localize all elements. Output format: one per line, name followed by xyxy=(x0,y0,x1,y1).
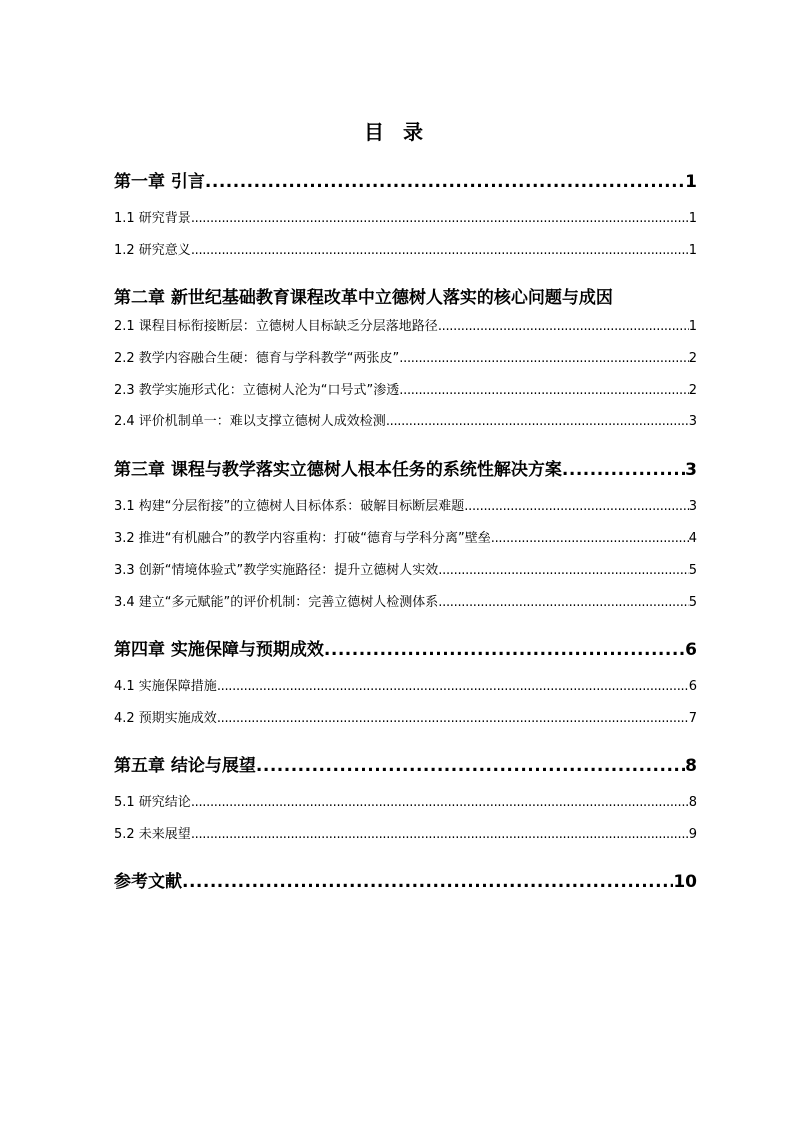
toc-entry-page: 6 xyxy=(685,640,697,660)
toc-entry-label: 参考文献 xyxy=(114,872,182,892)
toc-entry-3-1[interactable] xyxy=(114,498,697,516)
dot-leader xyxy=(217,710,689,728)
toc-entry-label: 5.2 未来展望 xyxy=(114,827,191,842)
dot-leader xyxy=(491,530,689,548)
toc-entry-4-1[interactable] xyxy=(114,678,697,696)
toc-entry-2-2[interactable] xyxy=(114,350,697,368)
toc-entry-1-1[interactable] xyxy=(114,210,697,228)
toc-entry-label: 第三章 课程与教学落实立德树人根本任务的系统性解决方案 xyxy=(114,460,562,480)
toc-entry-3-2[interactable] xyxy=(114,530,697,548)
toc-entry-4-2[interactable] xyxy=(114,710,697,728)
toc-entry-label: 4.1 实施保障措施 xyxy=(114,679,217,694)
dot-leader xyxy=(256,754,685,778)
dot-leader xyxy=(324,638,685,662)
toc-entry-page: 8 xyxy=(688,795,697,810)
dot-leader xyxy=(191,794,689,812)
toc-entry-references[interactable] xyxy=(114,870,697,894)
toc-entry-1-2[interactable] xyxy=(114,242,697,260)
dot-leader xyxy=(191,826,689,844)
toc-entry-label: 2.1 课程目标衔接断层：立德树人目标缺乏分层落地路径 xyxy=(114,319,438,334)
toc-entry-page: 5 xyxy=(688,563,697,578)
toc-entry-page: 3 xyxy=(688,414,697,429)
dot-leader xyxy=(182,870,673,894)
toc-entry-page: 9 xyxy=(688,827,697,842)
toc-entry-5-1[interactable] xyxy=(114,794,697,812)
toc-entry-page: 1 xyxy=(688,211,697,226)
dot-leader xyxy=(438,594,688,612)
toc-entry-label: 2.4 评价机制单一：难以支撑立德树人成效检测 xyxy=(114,414,386,429)
dot-leader xyxy=(438,318,689,336)
toc-entry-chapter-4[interactable] xyxy=(114,638,697,662)
toc-entry-page: 8 xyxy=(685,756,697,776)
toc-entry-page: 4 xyxy=(688,531,697,546)
toc-entry-label: 4.2 预期实施成效 xyxy=(114,711,217,726)
toc-entry-chapter-5[interactable] xyxy=(114,754,697,778)
toc-entry-2-3[interactable] xyxy=(114,382,697,400)
toc-entry-page: 1 xyxy=(688,243,697,258)
dot-leader xyxy=(217,678,689,696)
dot-leader xyxy=(399,382,688,400)
toc-entry-3-4[interactable] xyxy=(114,594,697,612)
toc-entry-page: 10 xyxy=(673,872,697,892)
toc-entry-5-2[interactable] xyxy=(114,826,697,844)
toc-entry-3-3[interactable] xyxy=(114,562,697,580)
toc-entry-2-4[interactable] xyxy=(114,413,697,431)
dot-leader xyxy=(438,562,688,580)
toc-entry-chapter-2[interactable] xyxy=(114,286,697,310)
dot-leader xyxy=(205,170,685,194)
toc-entry-label: 第一章 引言 xyxy=(114,172,205,192)
dot-leader xyxy=(464,498,688,516)
dot-leader xyxy=(386,413,689,431)
toc-entry-label: 2.3 教学实施形式化：立德树人沦为“口号式”渗透 xyxy=(114,383,400,398)
toc-entry-chapter-1[interactable] xyxy=(114,170,697,194)
toc-entry-label: 3.4 建立“多元赋能”的评价机制：完善立德树人检测体系 xyxy=(114,595,439,610)
toc-entry-label: 3.3 创新“情境体验式”教学实施路径：提升立德树人实效 xyxy=(114,563,439,578)
toc-entry-page: 2 xyxy=(688,351,697,366)
toc-entry-page: 6 xyxy=(688,679,697,694)
dot-leader xyxy=(562,458,685,482)
toc-entry-label: 第二章 新世纪基础教育课程改革中立德树人落实的核心问题与成因 xyxy=(114,288,613,308)
toc-entry-page: 2 xyxy=(688,383,697,398)
toc-entry-page: 1 xyxy=(685,172,697,192)
toc-entry-2-1[interactable] xyxy=(114,318,697,336)
toc-entry-label: 第五章 结论与展望 xyxy=(114,756,256,776)
toc-entry-label: 5.1 研究结论 xyxy=(114,795,191,810)
toc-entry-label: 3.1 构建“分层衔接”的立德树人目标体系：破解目标断层难题 xyxy=(114,499,465,514)
toc-entry-label: 第四章 实施保障与预期成效 xyxy=(114,640,324,660)
toc-entry-label: 1.1 研究背景 xyxy=(114,211,191,226)
dot-leader xyxy=(399,350,688,368)
toc-entry-page: 7 xyxy=(688,711,697,726)
toc-entry-label: 2.2 教学内容融合生硬：德育与学科教学“两张皮” xyxy=(114,351,400,366)
toc-entry-page: 5 xyxy=(688,595,697,610)
toc-entry-label: 3.2 推进“有机融合”的教学内容重构：打破“德育与学科分离”壁垒 xyxy=(114,531,491,546)
dot-leader xyxy=(191,210,689,228)
toc-entry-page: 3 xyxy=(685,460,697,480)
toc-entry-label: 1.2 研究意义 xyxy=(114,243,191,258)
toc-entry-page: 1 xyxy=(688,319,697,334)
toc-entry-chapter-3[interactable] xyxy=(114,458,697,482)
toc-title: 目 录 xyxy=(364,120,429,144)
dot-leader xyxy=(191,242,689,260)
toc-entry-page: 3 xyxy=(688,499,697,514)
